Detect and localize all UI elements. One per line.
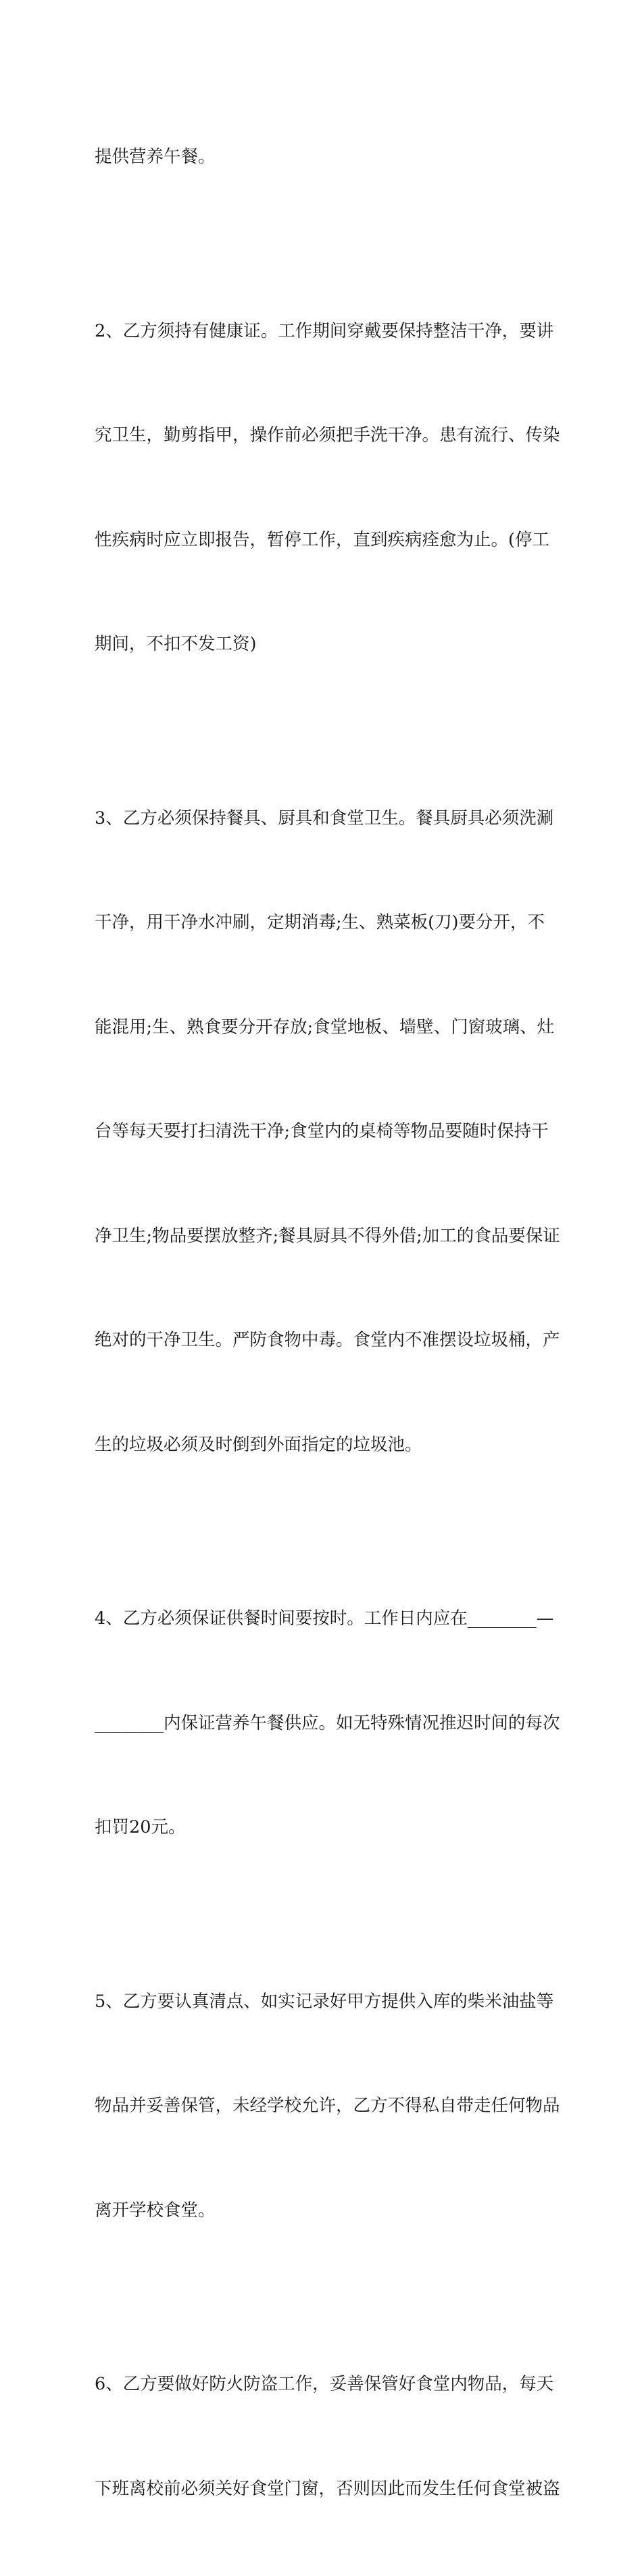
paragraph-6 bbox=[95, 2298, 560, 2576]
text-line: 4、乙方必须保证供餐时间要按时。工作日内应在________— bbox=[95, 1608, 554, 1629]
paragraph-1 bbox=[95, 70, 554, 245]
text-line: 生的垃圾必须及时倒到外面指定的垃圾池。 bbox=[95, 1434, 422, 1455]
text-line: 物品并妥善保管，未经学校允许，乙方不得私自带走任何物品 bbox=[95, 2096, 560, 2116]
document-body bbox=[95, 70, 560, 2576]
text-line: 2、乙方须持有健康证。工作期间穿戴要保持整洁干净，要讲 bbox=[95, 320, 554, 341]
text-line: 台等每天要打扫清洗干净;食堂内的桌椅等物品要随时保持干 bbox=[95, 1121, 549, 1141]
paragraph-3 bbox=[95, 732, 560, 1533]
text-line: 性疾病时应立即报告，暂停工作，直到疾病痊愈为止。(停工 bbox=[95, 529, 549, 550]
text-line: 5、乙方要认真清点、如实记录好甲方提供入库的柴米油盐等 bbox=[95, 1991, 554, 2012]
text-line: 干净，用干净水冲刷，定期消毒;生、熟菜板(刀)要分开，不 bbox=[95, 912, 545, 933]
paragraph-5 bbox=[95, 1915, 560, 2298]
text-line: 扣罚20元。 bbox=[95, 1817, 186, 1837]
text-line: 能混用;生、熟食要分开存放;食堂地板、墙壁、门窗玻璃、灶 bbox=[95, 1016, 555, 1037]
text-line: 究卫生，勤剪指甲，操作前必须把手洗干净。患有流行、传染 bbox=[95, 425, 560, 445]
paragraph-4 bbox=[95, 1532, 560, 1915]
text-line: 下班离校前必须关好食堂门窗，否则因此而发生任何食堂被盗 bbox=[95, 2478, 560, 2499]
text-line: 净卫生;物品要摆放整齐;餐具厨具不得外借;加工的食品要保证 bbox=[95, 1225, 560, 1246]
text-line: 6、乙方要做好防火防盗工作，妥善保管好食堂内物品，每天 bbox=[95, 2374, 554, 2394]
text-line: 离开学校食堂。 bbox=[95, 2200, 216, 2221]
text-line: 提供营养午餐。 bbox=[95, 147, 216, 167]
text-line: ________内保证营养午餐供应。如无特殊情况推迟时间的每次 bbox=[95, 1712, 560, 1733]
text-line: 绝对的干净卫生。严防食物中毒。食堂内不准摆设垃圾桶，产 bbox=[95, 1330, 560, 1350]
text-line: 期间，不扣不发工资) bbox=[95, 634, 257, 654]
paragraph-2 bbox=[95, 245, 560, 732]
text-line: 3、乙方必须保持餐具、厨具和食堂卫生。餐具厨具必须洗涮 bbox=[95, 808, 554, 828]
